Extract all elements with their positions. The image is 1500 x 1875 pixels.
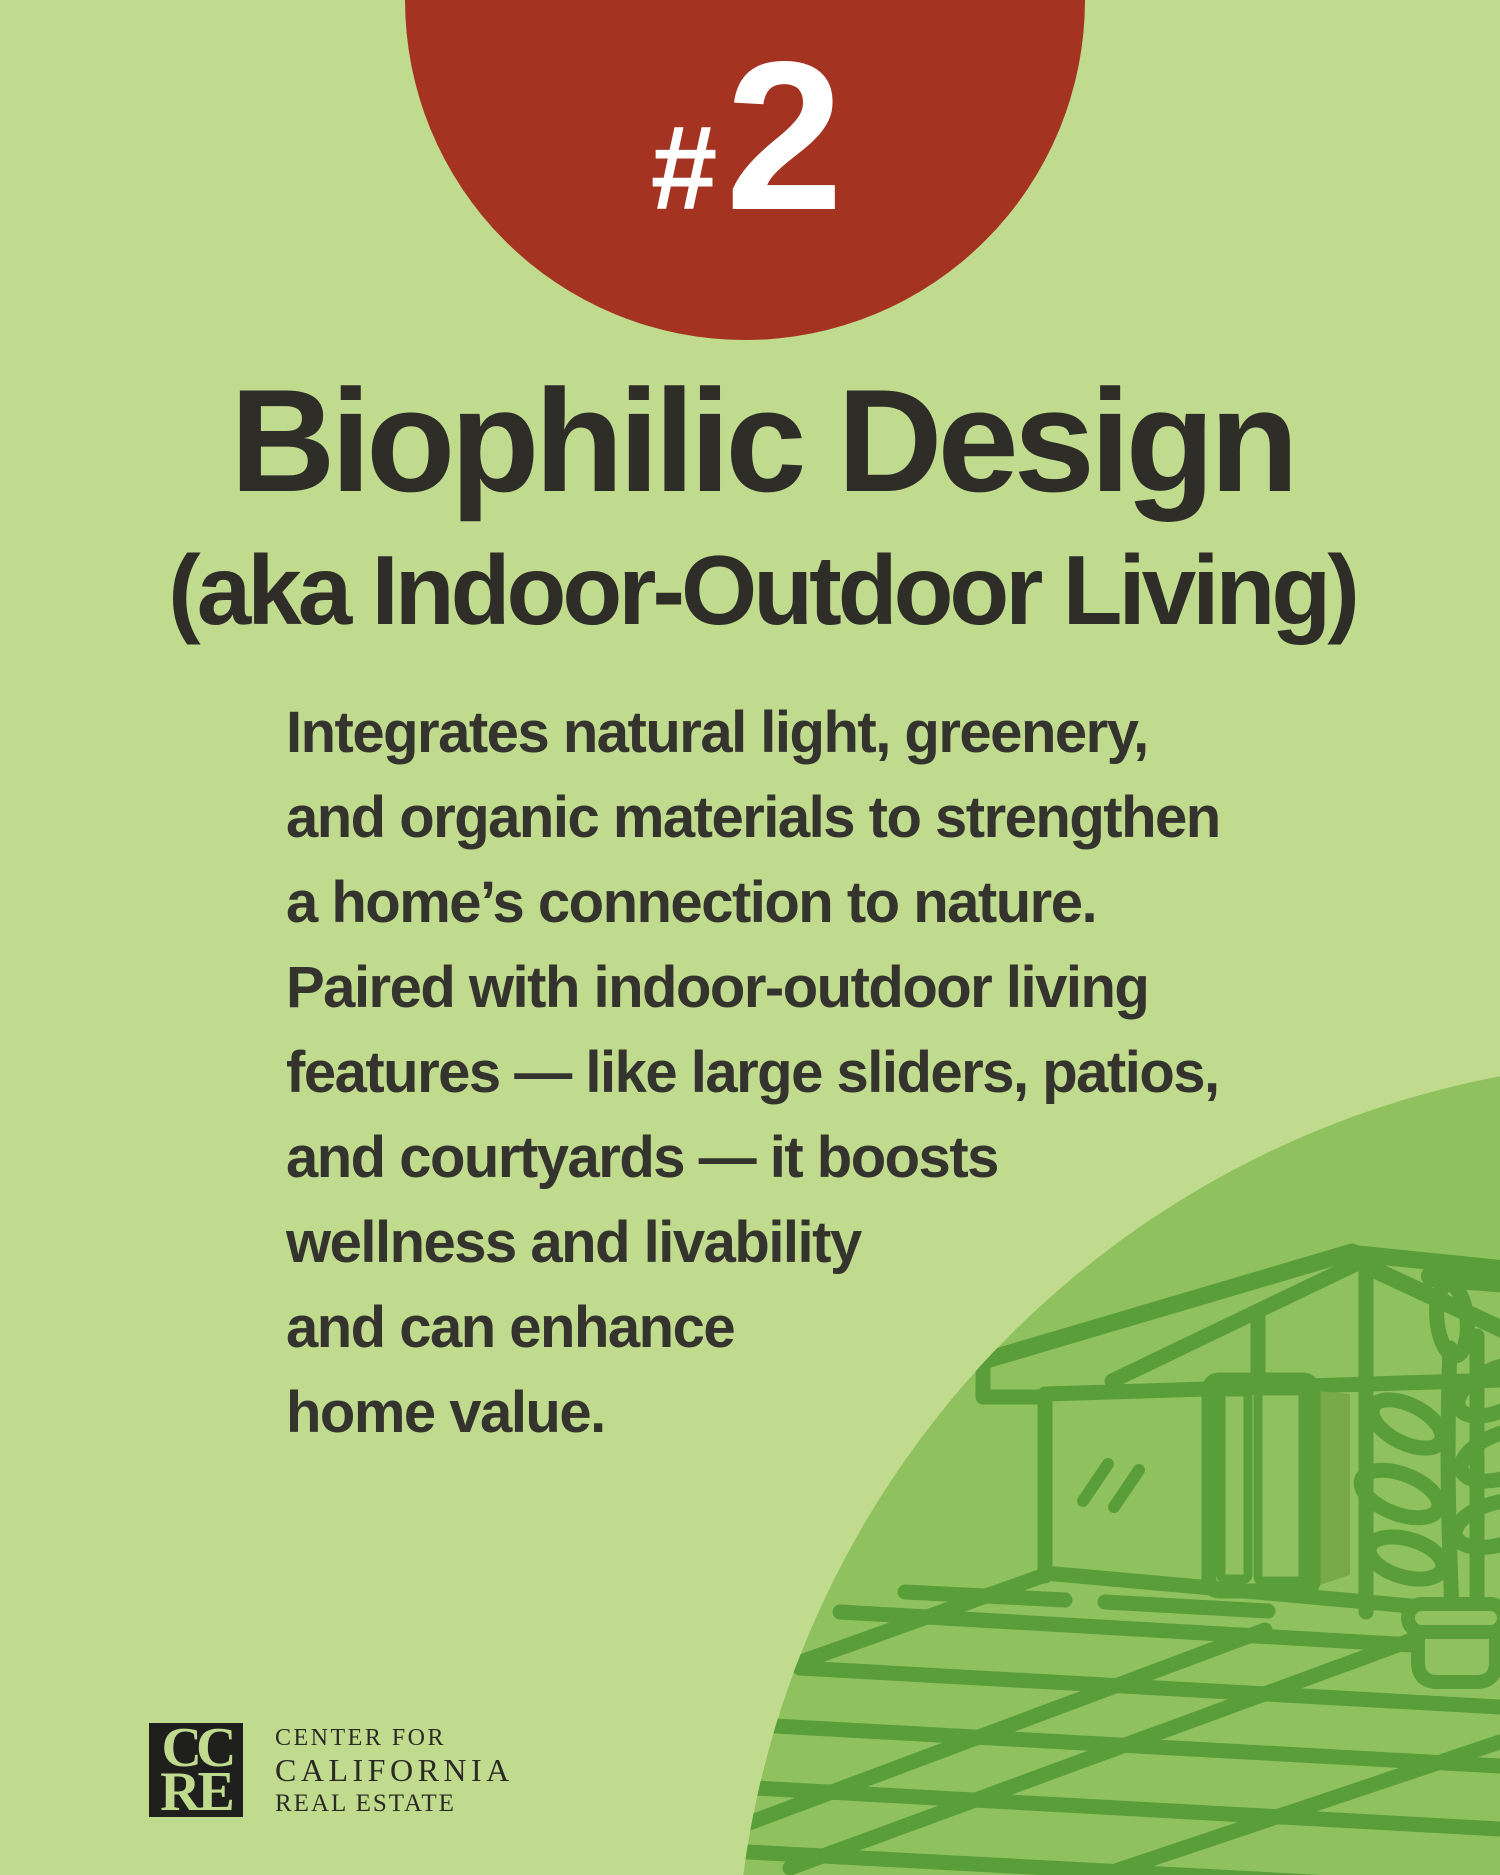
ccre-wordmark: [275, 1725, 514, 1819]
ccre-logo: [149, 1717, 514, 1823]
body-line: Paired with indoor-outdoor living: [286, 955, 1149, 1020]
page-subtitle: (aka Indoor-Outdoor Living): [168, 535, 1356, 645]
body-line: Integrates natural light, greenery,: [286, 700, 1148, 765]
body-line: features — like large sliders, patios,: [286, 1040, 1219, 1105]
plant-pot: [1418, 1632, 1496, 1682]
wordmark-line-2: CALIFORNIA: [275, 1752, 514, 1788]
body-line: home value.: [286, 1380, 605, 1445]
body-line: wellness and livability: [286, 1210, 861, 1275]
monogram-re: RE: [160, 1761, 232, 1823]
body-line: a home’s connection to nature.: [286, 870, 1097, 935]
badge-digit: 2: [725, 17, 840, 254]
wordmark-line-1: CENTER FOR: [275, 1725, 447, 1751]
hash-symbol: #: [650, 101, 718, 235]
monogram-cc: CC: [161, 1717, 231, 1779]
badge-number: [405, 17, 1085, 254]
page-title: Biophilic Design: [230, 359, 1294, 522]
body-line: and courtyards — it boosts: [286, 1125, 998, 1190]
body-text: [286, 690, 1406, 1455]
body-line: and organic materials to strengthen: [286, 785, 1220, 850]
wordmark-line-3: REAL ESTATE: [275, 1790, 456, 1817]
body-line: and can enhance: [286, 1295, 735, 1360]
ccre-monogram: [149, 1717, 243, 1823]
